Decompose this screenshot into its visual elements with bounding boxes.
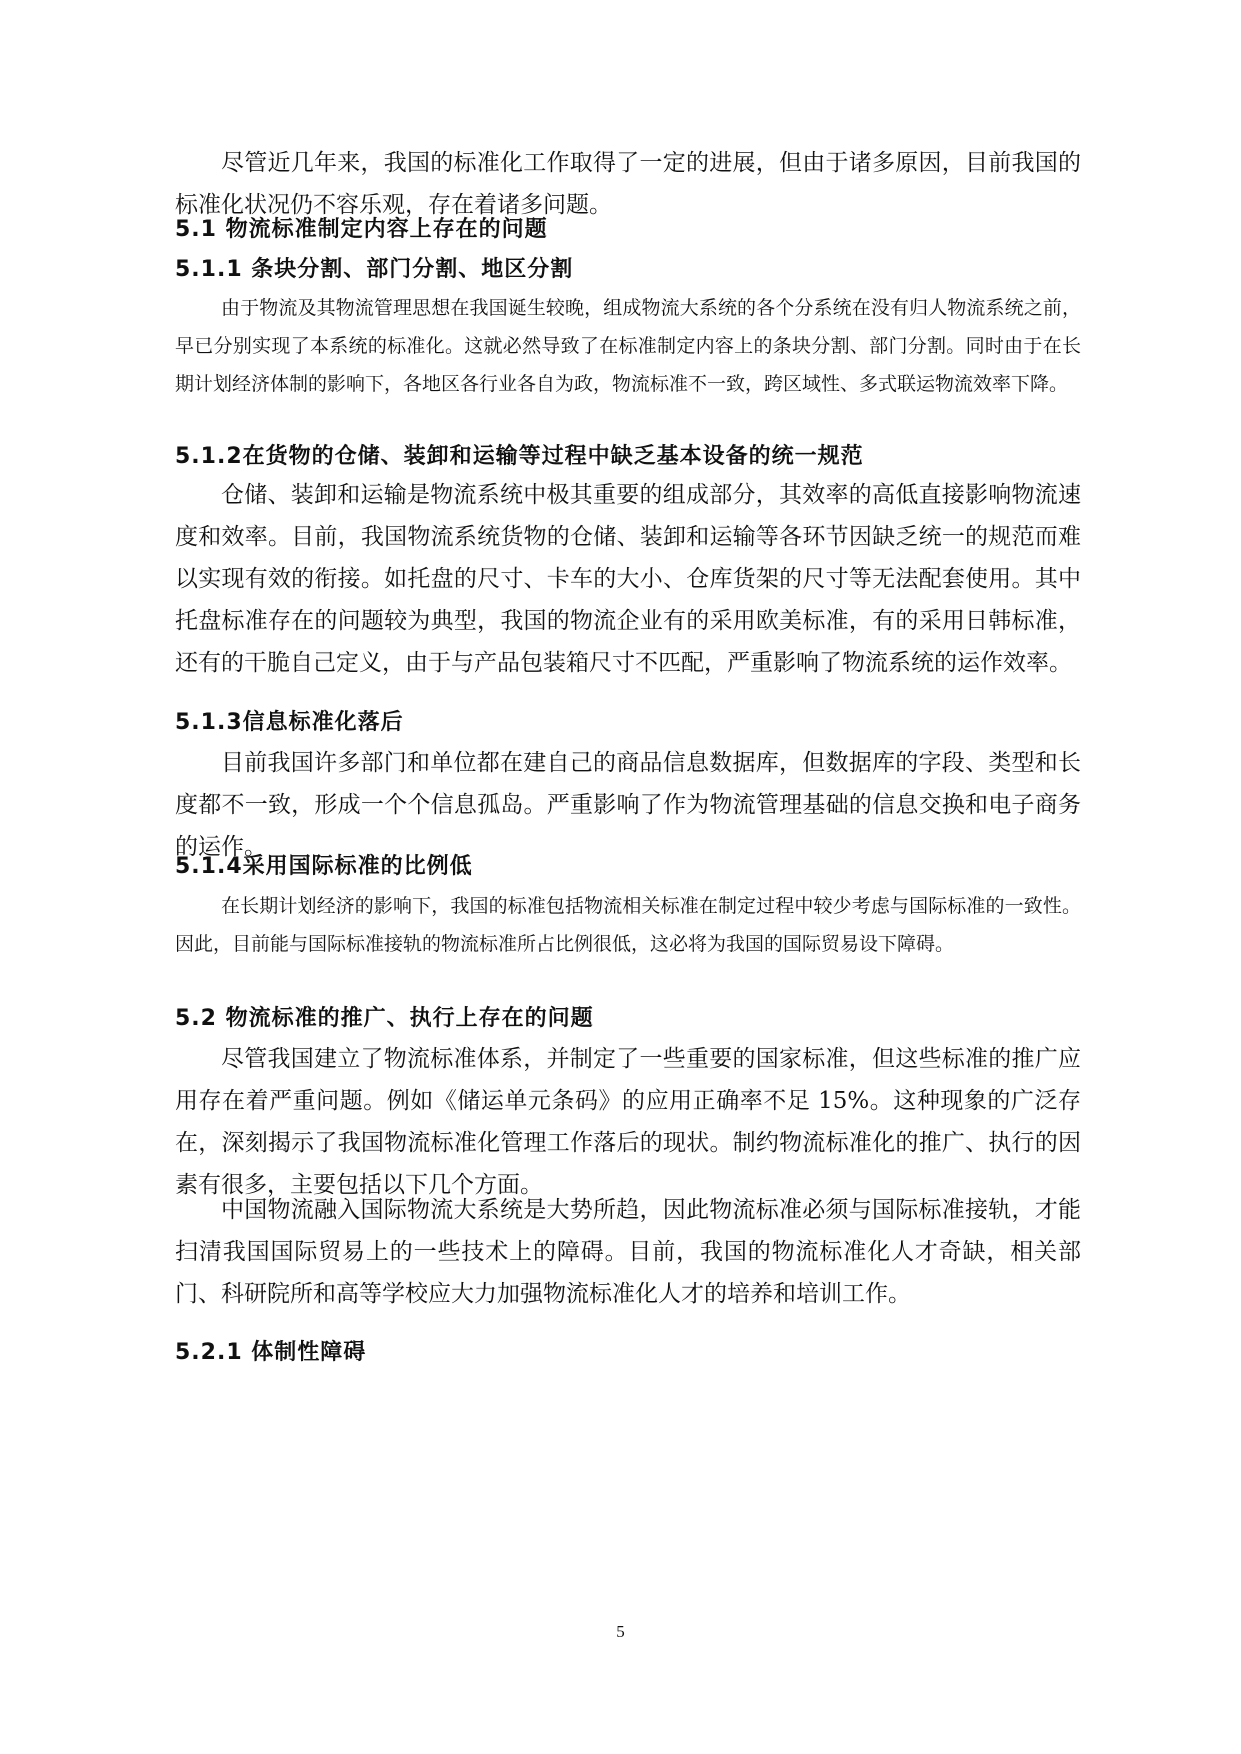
paragraph-5-1-3: 目前我国许多部门和单位都在建自己的商品信息数据库，但数据库的字段、类型和长度都不一致，形成一个个信息孤岛。严重影响了作为物流管理基础的信息交换和电子商务的运作。 [175, 750, 1081, 860]
paragraph-5-1-4: 在长期计划经济的影响下，我国的标准包括物流相关标准在制定过程中较少考虑与国际标准的一致性。因此，目前能与国际标准接轨的物流标准所占比例很低，这必将为我国的国际贸易设下障碍。 [175, 895, 1081, 955]
heading-5-1: 5.1 物流标准制定内容上存在的问题 [175, 217, 548, 242]
paragraph-5-1-1: 由于物流及其物流管理思想在我国诞生较晚，组成物流大系统的各个分系统在没有归人物流系统之前，早已分别实现了本系统的标准化。这就必然导致了在标准制定内容上的条块分割、部门分割。同时由于在长期计划经济体制的影响下，各地区各行业各自为政，物流标准不一致，跨区域性、多式联运物流效率下降。 [175, 297, 1081, 395]
intro-paragraph: 尽管近几年来，我国的标准化工作取得了一定的进展，但由于诸多原因，目前我国的标准化状况仍不容乐观，存在着诸多问题。 [175, 150, 1081, 218]
heading-5-2: 5.2 物流标准的推广、执行上存在的问题 [175, 1006, 594, 1031]
page-number: 5 [616, 1622, 625, 1641]
heading-5-1-3: 5.1.3信息标准化落后 [175, 710, 404, 735]
paragraph-5-2-b: 中国物流融入国际物流大系统是大势所趋，因此物流标准必须与国际标准接轨，才能扫清我国国际贸易上的一些技术上的障碍。目前，我国的物流标准化人才奇缺，相关部门、科研院所和高等学校应大力加强物流标准化人才的培养和培训工作。 [175, 1197, 1081, 1307]
paragraph-5-2-a: 尽管我国建立了物流标准体系，并制定了一些重要的国家标准，但这些标准的推广应用存在着严重问题。例如《储运单元条码》的应用正确率不足 15%。这种现象的广泛存在，深刻揭示了我国物流标准化管理工作落后的现状。制约物流标准化的推广、执行的因素有很多，主要包括以下几个方面。 [175, 1046, 1081, 1198]
heading-5-1-4: 5.1.4采用国际标准的比例低 [175, 854, 473, 879]
paragraph-5-1-2: 仓储、装卸和运输是物流系统中极其重要的组成部分，其效率的高低直接影响物流速度和效率。目前，我国物流系统货物的仓储、装卸和运输等各环节因缺乏统一的规范而难以实现有效的衔接。如托盘的尺寸、卡车的大小、仓库货架的尺寸等无法配套使用。其中托盘标准存在的问题较为典型，我国的物流企业有的采用欧美标准，有的采用日韩标准，还有的干脆自己定义，由于与产品包装箱尺寸不匹配，严重影响了物流系统的运作效率。 [175, 482, 1081, 676]
heading-5-1-2: 5.1.2在货物的仓储、装卸和运输等过程中缺乏基本设备的统一规范 [175, 444, 864, 469]
heading-5-1-1: 5.1.1 条块分割、部门分割、地区分割 [175, 257, 574, 282]
heading-5-2-1: 5.2.1 体制性障碍 [175, 1340, 367, 1365]
